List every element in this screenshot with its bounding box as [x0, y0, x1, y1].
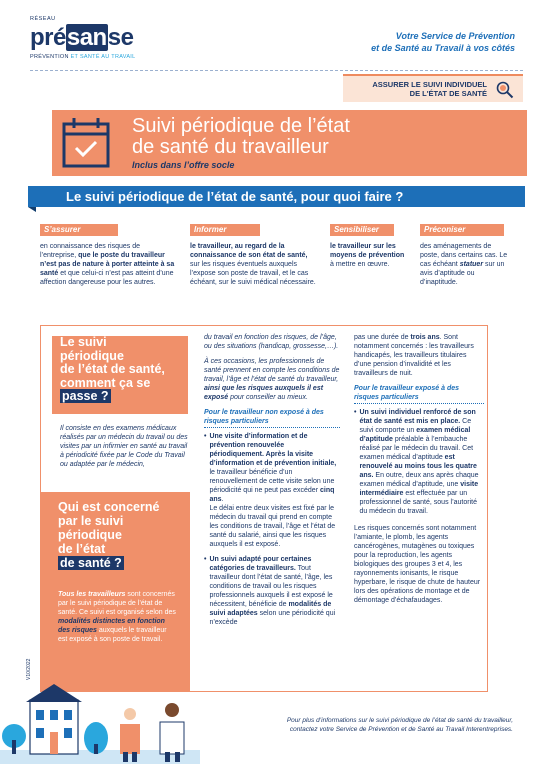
- service-slogan: [295, 30, 515, 54]
- bullet-part: Tout travailleur dont l’état de santé, l’âge, les conditions de travail ou les risques professionnels auxquels il est exposé le nécessitent, bénéficie de: [209, 565, 333, 608]
- logo-tagline-b: ET SANTÉ AU TRAVAIL: [70, 54, 136, 60]
- section-who-title-line: Qui est concerné: [58, 500, 160, 514]
- section-how-body: Il consiste en des examens médicaux réalisés par un médecin du travail ou des visites par un infirmier en santé au travail à périodicité fixée par le Code du Travail ou adaptée par le médecin,: [60, 425, 188, 468]
- right-intro-text: pas une durée de: [354, 334, 411, 341]
- bullet-part: le travailleur bénéficie d’un renouvellement de cette visite selon une périodicité qui ne peut pas excéder: [209, 469, 335, 494]
- title-banner: [52, 110, 527, 176]
- section-who-text: auxquels le travailleur est exposé à son poste de travail.: [58, 627, 167, 643]
- service-slogan-line2: et de Santé au Travail à vos côtés: [371, 43, 515, 53]
- question-heading: Le suivi périodique de l’état de santé, pour quoi faire ?: [66, 189, 404, 204]
- bullet-dot: •: [354, 409, 357, 416]
- section-who-title-line: de santé ?: [60, 556, 122, 570]
- bullet-bold: Une visite d’information et de prévention renouvelée périodiquement. Après la visite d’information et de prévention initiale,: [209, 433, 337, 467]
- right-intro-text: . Sont notamment concernés : les travailleurs handicapés, les travailleurs titulaires d’une pension d’invalidité et les travailleurs de nuit.: [354, 334, 474, 377]
- mid-intro-2: [204, 357, 340, 402]
- verb-text-bold: statuer: [459, 261, 484, 268]
- page-title: [132, 116, 432, 158]
- topic-tag-line1: ASSURER LE SUIVI INDIVIDUEL: [372, 80, 487, 89]
- verb-text-part: à mettre en œuvre.: [330, 261, 390, 268]
- verb-text-part: sur les risques éventuels auxquels l’expose son poste de travail, et le cas échéant, sur le suivi médical nécessaire.: [190, 261, 316, 286]
- bullet-part: préalable à l’embauche réalisé par le médecin du travail. Cet examen médical d’aptitude: [359, 436, 474, 461]
- verb-column-2: [190, 224, 318, 287]
- verb-text: [420, 242, 508, 287]
- bullet-bold: cinq ans: [209, 487, 335, 503]
- verb-text-part: en connaissance des risques de l’entreprise,: [40, 243, 141, 259]
- bullet-text: [359, 408, 484, 516]
- question-bar: [28, 186, 525, 207]
- magnifier-icon: [495, 80, 515, 100]
- page-subtitle: Inclus dans l’offre socle: [132, 160, 235, 170]
- middle-column: [204, 333, 340, 627]
- logo-wordmark-c: se: [107, 24, 134, 51]
- presanse-logo: [30, 12, 160, 64]
- bullet-item: [204, 432, 340, 549]
- bullet-bold: examen médical d’aptitude: [359, 427, 471, 443]
- verb-label: Préconiser: [420, 224, 504, 236]
- bullet-part: selon une périodicité qui n’excède: [209, 610, 336, 626]
- footer-note: Pour plus d’informations sur le suivi périodique de l’état de santé du travailleur, contactez votre Service de Prévention et de Santé au Travail Interentreprises.: [286, 717, 513, 733]
- service-slogan-line1: Votre Service de Prévention: [395, 31, 515, 41]
- mid-intro-text: pour conseiller au mieux.: [228, 394, 308, 401]
- logo-tagline: [30, 54, 136, 60]
- bullet-text: [209, 555, 340, 627]
- section-how-title-line: comment ça se: [60, 375, 151, 390]
- verb-label: S’assurer: [40, 224, 118, 236]
- section-who-title-line: de l’état: [58, 542, 106, 556]
- mid-intro-text: À ces occasions, les professionnels de santé prennent en compte les conditions de travail, l’âge et l’état de santé du travailleur,: [204, 358, 340, 383]
- bullet-bold: modalités de suivi adaptées: [209, 601, 332, 617]
- logo-wordmark: [30, 24, 133, 52]
- verb-text: [330, 242, 406, 269]
- bullet-item: [354, 408, 484, 516]
- subhead-non-exposed: Pour le travailleur non exposé à des risques particuliers: [204, 408, 340, 428]
- bullet-bold: Un suivi adapté pour certaines catégories de travailleurs.: [209, 556, 312, 572]
- logo-wordmark-a: pré: [30, 24, 66, 51]
- subhead-exposed: Pour le travailleur exposé à des risques particuliers: [354, 384, 484, 404]
- verb-text-bold: le travailleur sur les moyens de prévention: [330, 243, 405, 259]
- section-who-body: [58, 590, 176, 644]
- bullet-bold: visite intermédiaire: [359, 481, 479, 497]
- mid-intro-text: du travail en fonction des risques, de l’âge, ou des situations (handicap, grossesse,…).: [204, 334, 339, 350]
- right-intro-bold: trois ans: [410, 334, 440, 341]
- logo-tagline-a: PRÉVENTION: [30, 54, 69, 60]
- bullet-part: .: [221, 496, 224, 503]
- section-who-title-line: périodique: [58, 528, 122, 542]
- header-divider: [30, 70, 523, 71]
- verb-text: [190, 242, 318, 287]
- bullet-item: [204, 555, 340, 627]
- bullet-bold: est renouvelé au moins tous les quatre ans.: [359, 454, 477, 479]
- bullet-bold: Un suivi individuel renforcé de son état de santé est mis en place.: [359, 409, 476, 425]
- verb-label: Informer: [190, 224, 260, 236]
- right-column: [354, 333, 484, 605]
- verb-text-bold: que le poste du travailleur n’est pas de nature à porter atteinte à sa santé: [40, 252, 175, 277]
- topic-tag: [343, 74, 523, 102]
- section-who-bold: modalités distinctes en fonction des risques: [58, 618, 165, 634]
- health-workers-illustration: [0, 640, 200, 764]
- page-title-line1: Suivi périodique de l’état: [132, 115, 350, 137]
- bullet-dot: •: [204, 556, 207, 563]
- section-how-title-line: Le suivi: [60, 335, 107, 349]
- logo-wordmark-b: san: [66, 24, 107, 51]
- page-title-line2: de santé du travailleur: [132, 136, 329, 158]
- mid-intro-bold: ainsi que les risques auxquels il est exposé: [204, 385, 324, 401]
- topic-tag-line2: DE L'ÉTAT DE SANTÉ: [409, 89, 487, 98]
- topic-tag-text: [337, 80, 487, 98]
- mid-intro-1: [204, 333, 340, 351]
- section-how-title-line: périodique: [60, 348, 124, 363]
- verb-text: [40, 242, 178, 287]
- verb-column-3: [330, 224, 406, 269]
- verb-label: Sensibiliser: [330, 224, 394, 236]
- bullet-part: Ce suivi comporte un: [359, 418, 472, 434]
- verb-text-part: et que celui-ci n’est pas atteint d’une affection dangereuse pour les autres.: [40, 270, 174, 286]
- section-how-title: [60, 336, 195, 404]
- version-label: V10/2022: [26, 658, 32, 680]
- verb-column-4: [420, 224, 508, 287]
- right-intro: [354, 333, 484, 378]
- bullet-text: [209, 432, 340, 549]
- bullet-part: En outre, deux ans après chaque examen médical d’aptitude, une: [359, 472, 479, 488]
- section-who-title-line: par le suivi: [58, 514, 124, 528]
- verb-column-1: [40, 224, 178, 287]
- verb-text-part: des aménagements de poste, dans certains cas. Le cas échéant: [420, 243, 508, 268]
- section-how-title-line: passe ?: [62, 389, 109, 403]
- section-who-bold: Tous les travailleurs: [58, 591, 126, 598]
- bullet-dot: •: [204, 433, 207, 440]
- question-bar-fold: [28, 207, 36, 212]
- risks-paragraph: Les risques concernés sont notamment l’amiante, le plomb, les agents cancérogènes, mutagènes ou toxiques pour la reproduction, les agents biologiques des groupes 3 et 4, les rayonnements ionisants, le risque hyperbare, le risque de chute de hauteur lors des opérations de montage et de démontage d’échafaudages.: [354, 525, 481, 604]
- bullet-part: Le délai entre deux visites est fixé par le médecin du travail qui prend en compte les conditions de travail, l’âge et l’état de santé du salarié, ainsi que les risques auxquels il est exposé.: [209, 505, 336, 548]
- verb-text-bold: le travailleur, au regard de la connaissance de son état de santé,: [190, 243, 308, 259]
- bullet-part: est effectuée par un professionnel de santé, sous l’autorité du médecin du travail.: [359, 490, 477, 515]
- section-how-title-line: de l’état de santé,: [60, 362, 165, 376]
- section-who-title: [58, 500, 188, 570]
- calendar-check-icon: [60, 114, 120, 172]
- verb-text-part: sur un avis d’aptitude ou d’inaptitude.: [420, 261, 505, 286]
- logo-network-label: RÉSEAU: [30, 16, 56, 22]
- section-who-text: sont concernés par le suivi périodique de l’état de santé. Ce suivi est organisé selon des: [58, 591, 176, 616]
